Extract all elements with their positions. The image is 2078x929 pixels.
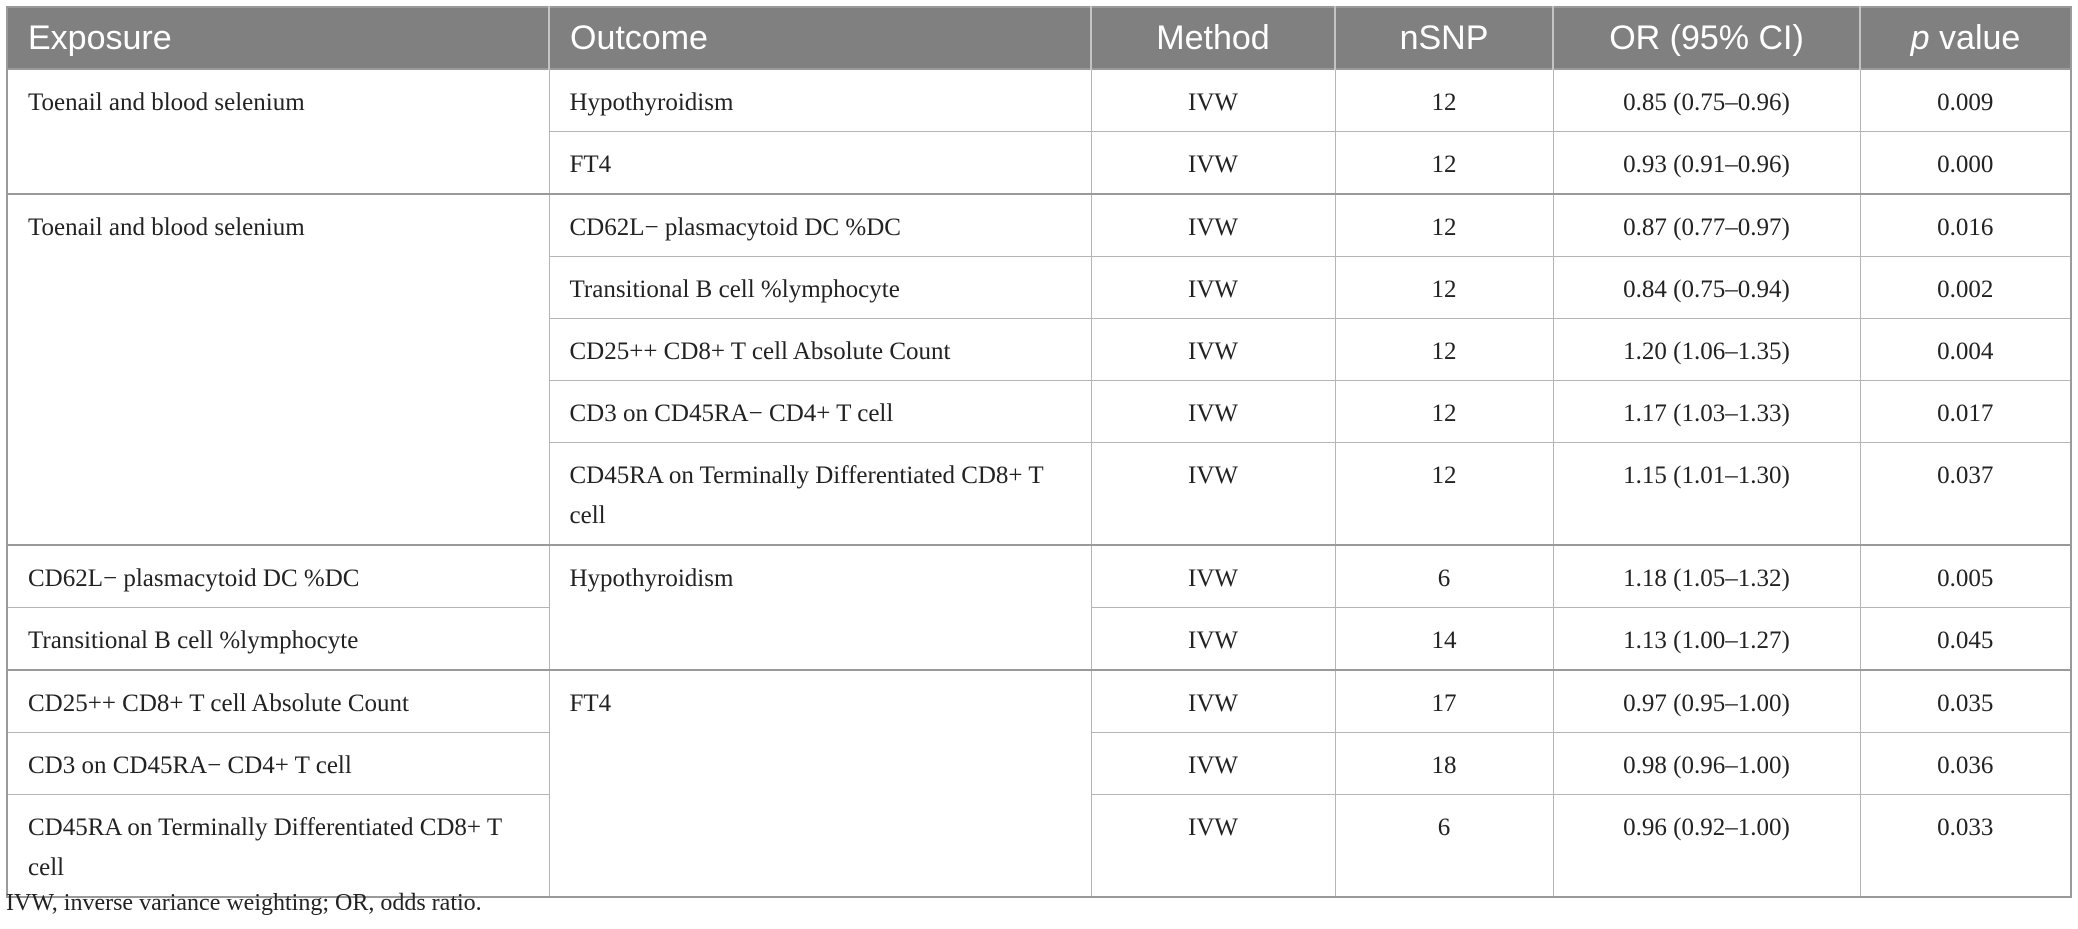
cell-outcome: Hypothyroidism: [549, 545, 1091, 670]
cell-nsnp: 12: [1335, 443, 1553, 546]
header-outcome: Outcome: [549, 7, 1091, 69]
cell-exposure: CD3 on CD45RA− CD4+ T cell: [7, 733, 549, 795]
cell-p-value: 0.005: [1860, 545, 2071, 608]
cell-exposure: CD25++ CD8+ T cell Absolute Count: [7, 670, 549, 733]
header-row: [7, 7, 2071, 69]
cell-method: IVW: [1091, 545, 1335, 608]
header-method: Method: [1091, 7, 1335, 69]
cell-or: 0.98 (0.96–1.00): [1553, 733, 1860, 795]
cell-nsnp: 6: [1335, 795, 1553, 898]
table-row: [7, 69, 2071, 132]
cell-or: 0.96 (0.92–1.00): [1553, 795, 1860, 898]
cell-or: 1.18 (1.05–1.32): [1553, 545, 1860, 608]
cell-p-value: 0.035: [1860, 670, 2071, 733]
cell-p-value: 0.000: [1860, 132, 2071, 195]
cell-method: IVW: [1091, 795, 1335, 898]
cell-nsnp: 12: [1335, 194, 1553, 257]
cell-outcome: FT4: [549, 670, 1091, 897]
header-nsnp: nSNP: [1335, 7, 1553, 69]
cell-p-value: 0.017: [1860, 381, 2071, 443]
cell-method: IVW: [1091, 381, 1335, 443]
cell-or: 0.93 (0.91–0.96): [1553, 132, 1860, 195]
cell-nsnp: 12: [1335, 319, 1553, 381]
cell-nsnp: 12: [1335, 132, 1553, 195]
cell-method: IVW: [1091, 69, 1335, 132]
table-footnote: IVW, inverse variance weighting; OR, odds ratio.: [6, 890, 482, 916]
cell-p-value: 0.033: [1860, 795, 2071, 898]
cell-or: 1.13 (1.00–1.27): [1553, 608, 1860, 671]
table-row: [7, 545, 2071, 608]
cell-method: IVW: [1091, 733, 1335, 795]
cell-outcome: Transitional B cell %lymphocyte: [549, 257, 1091, 319]
cell-outcome: FT4: [549, 132, 1091, 195]
cell-method: IVW: [1091, 443, 1335, 546]
table-row: [7, 194, 2071, 257]
cell-or: 0.85 (0.75–0.96): [1553, 69, 1860, 132]
cell-method: IVW: [1091, 132, 1335, 195]
cell-method: IVW: [1091, 608, 1335, 671]
cell-outcome: CD3 on CD45RA− CD4+ T cell: [549, 381, 1091, 443]
cell-exposure: CD45RA on Terminally Differentiated CD8+ T cell: [7, 795, 549, 898]
table-header: [7, 7, 2071, 69]
cell-p-value: 0.036: [1860, 733, 2071, 795]
cell-nsnp: 17: [1335, 670, 1553, 733]
header-or: OR (95% CI): [1553, 7, 1860, 69]
table-container: [6, 6, 2070, 898]
cell-p-value: 0.004: [1860, 319, 2071, 381]
cell-or: 0.87 (0.77–0.97): [1553, 194, 1860, 257]
cell-exposure: Transitional B cell %lymphocyte: [7, 608, 549, 671]
cell-outcome: CD25++ CD8+ T cell Absolute Count: [549, 319, 1091, 381]
cell-or: 1.17 (1.03–1.33): [1553, 381, 1860, 443]
header-exposure: Exposure: [7, 7, 549, 69]
cell-or: 1.20 (1.06–1.35): [1553, 319, 1860, 381]
cell-or: 1.15 (1.01–1.30): [1553, 443, 1860, 546]
cell-method: IVW: [1091, 257, 1335, 319]
cell-nsnp: 12: [1335, 381, 1553, 443]
cell-method: IVW: [1091, 670, 1335, 733]
cell-method: IVW: [1091, 194, 1335, 257]
cell-exposure: CD62L− plasmacytoid DC %DC: [7, 545, 549, 608]
cell-method: IVW: [1091, 319, 1335, 381]
cell-outcome: Hypothyroidism: [549, 69, 1091, 132]
cell-or: 0.84 (0.75–0.94): [1553, 257, 1860, 319]
cell-p-value: 0.016: [1860, 194, 2071, 257]
results-table: [6, 6, 2072, 898]
cell-p-value: 0.037: [1860, 443, 2071, 546]
cell-nsnp: 18: [1335, 733, 1553, 795]
cell-exposure: Toenail and blood selenium: [7, 194, 549, 545]
header-p-value: [1860, 7, 2071, 69]
cell-p-value: 0.009: [1860, 69, 2071, 132]
cell-exposure: Toenail and blood selenium: [7, 69, 549, 194]
cell-outcome: CD62L− plasmacytoid DC %DC: [549, 194, 1091, 257]
cell-nsnp: 6: [1335, 545, 1553, 608]
cell-nsnp: 12: [1335, 69, 1553, 132]
cell-p-value: 0.045: [1860, 608, 2071, 671]
cell-p-value: 0.002: [1860, 257, 2071, 319]
cell-or: 0.97 (0.95–1.00): [1553, 670, 1860, 733]
table-body: [7, 69, 2071, 897]
cell-nsnp: 14: [1335, 608, 1553, 671]
header-p-italic: p: [1910, 18, 1930, 57]
header-p-rest: value: [1929, 18, 2021, 57]
cell-outcome: CD45RA on Terminally Differentiated CD8+ T cell: [549, 443, 1091, 546]
cell-nsnp: 12: [1335, 257, 1553, 319]
table-row: [7, 670, 2071, 733]
